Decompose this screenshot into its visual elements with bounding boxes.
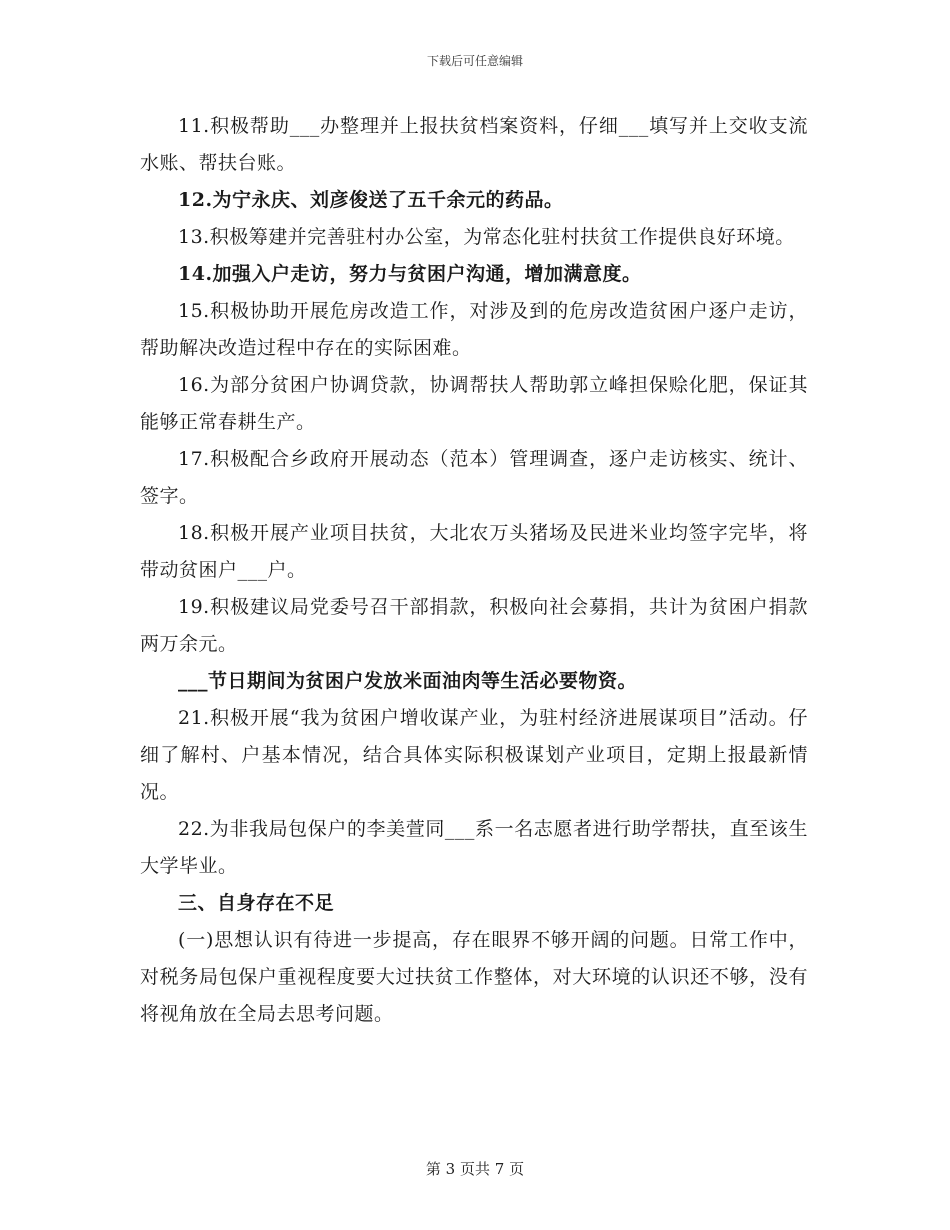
paragraph-item-13: 13.积极筹建并完善驻村办公室，为常态化驻村扶贫工作提供良好环境。 (178, 226, 795, 248)
paragraph-item-16: 16.为部分贫困户协调贷款，协调帮扶人帮助郭立峰担保赊化肥，保证其能够正常春耕生产。 (140, 374, 808, 433)
page-footer: 第 3 页共 7 页 (425, 1160, 525, 1178)
page-header: 下载后可任意编辑 (426, 54, 523, 68)
paragraph-item-14: 14.加强入户走访，努力与贫困户沟通，增加满意度。 (178, 263, 642, 285)
paragraph-item-20: ___节日期间为贫困户发放米面油肉等生活必要物资。 (178, 670, 638, 692)
paragraph-item-22: 22.为非我局包保户的李美萱同___系一名志愿者进行助学帮扶，直至该生大学毕业。 (140, 818, 808, 877)
paragraph-shortcoming-1: (一)思想认识有待进一步提高，存在眼界不够开阔的问题。日常工作中，对税务局包保户重视程度要大过扶贫工作整体，对大环境的认识还不够，没有将视角放在全局去思考问题。 (140, 929, 808, 1025)
paragraph-item-18: 18.积极开展产业项目扶贫，大北农万头猪场及民进米业均签字完毕，将带动贫困户___户。 (140, 522, 808, 581)
paragraph-item-17: 17.积极配合乡政府开展动态（范本）管理调查，逐户走访核实、统计、签字。 (140, 448, 808, 507)
paragraph-item-19: 19.积极建议局党委号召干部捐款，积极向社会募捐，共计为贫困户捐款两万余元。 (140, 596, 808, 655)
paragraph-item-12: 12.为宁永庆、刘彦俊送了五千余元的药品。 (178, 189, 564, 211)
paragraph-item-21: 21.积极开展“我为贫困户增收谋产业，为驻村经济进展谋项目”活动。仔细了解村、户基本情况，结合具体实际积极谋划产业项目，定期上报最新情况。 (140, 707, 808, 803)
section-heading: 三、自身存在不足 (178, 892, 335, 914)
paragraph-item-15: 15.积极协助开展危房改造工作，对涉及到的危房改造贫困户逐户走访，帮助解决改造过程中存在的实际困难。 (140, 300, 808, 359)
document-body (140, 108, 808, 1033)
paragraph-item-11: 11.积极帮助___办整理并上报扶贫档案资料，仔细___填写并上交收支流水账、帮扶台账。 (140, 115, 808, 174)
